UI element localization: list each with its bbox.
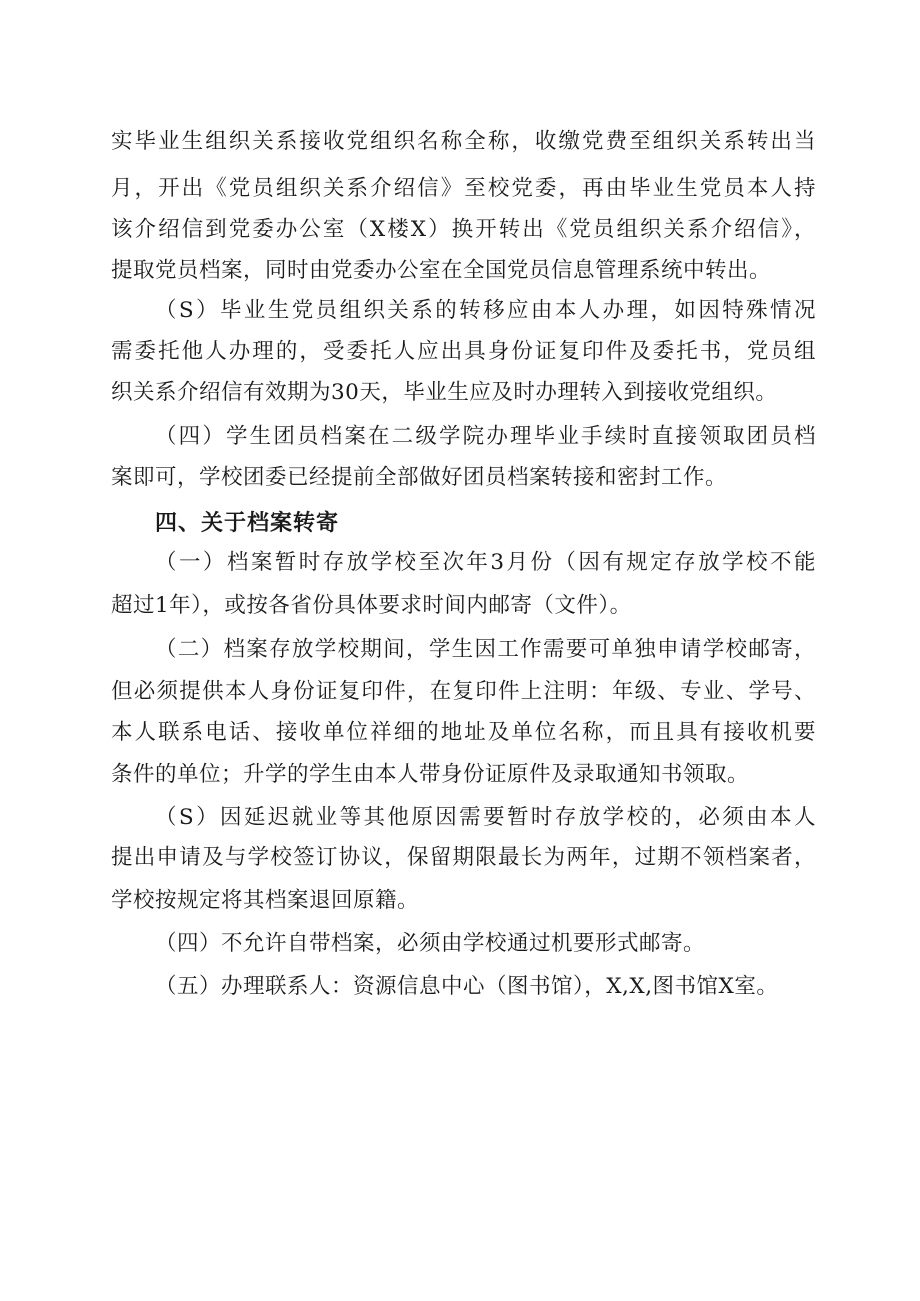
paragraph-line: （S）因延迟就业等其他原因需要暂时存放学校的，必须由本人 [155,805,816,830]
paragraph-line: 提取党员档案，同时由党委办公室在全国党员信息管理系统中转出。 [111,258,772,283]
paragraph-line: （五）办理联系人：资源信息中心（图书馆），X,X,图书馆X室。 [155,974,779,999]
paragraph-line: （四）不允许自带档案，必须由学校通过机要形式邮寄。 [155,931,706,956]
paragraph-line: （一）档案暂时存放学校至次年3月份（因有规定存放学校不能 [155,550,816,575]
paragraph-line: 实毕业生组织关系接收党组织名称全称，收缴党费至组织关系转出当 [111,129,816,154]
paragraph-line: 需委托他人办理的，受委托人应出具身份证复印件及委托书，党员组 [111,339,816,364]
paragraph-line: （四）学生团员档案在二级学院办理毕业手续时直接领取团员档 [155,424,816,449]
paragraph-line: （S）毕业生党员组织关系的转移应由本人办理，如因特殊情况 [155,298,816,323]
paragraph-line: 织关系介绍信有效期为30天，毕业生应及时办理转入到接收党组织。 [111,380,778,405]
paragraph-line: （二）档案存放学校期间，学生因工作需要可单独申请学校邮寄， [155,637,816,662]
paragraph-line: 月，开出《党员组织关系介绍信》至校党委，再由毕业生党员本人持 [111,176,816,201]
paragraph-line: 学校按规定将其档案退回原籍。 [111,888,420,913]
paragraph-line: 条件的单位；升学的学生由本人带身份证原件及录取通知书领取。 [111,762,750,787]
section-heading: 四、关于档案转寄 [155,511,340,536]
paragraph-line: 提出申请及与学校签订协议，保留期限最长为两年，过期不领档案者， [111,845,816,870]
paragraph-line: 案即可，学校团委已经提前全部做好团员档案转接和密封工作。 [111,465,728,490]
paragraph-line: 该介绍信到党委办公室（X楼X）换开转出《党员组织关系介绍信》， [111,217,816,242]
paragraph-line: 但必须提供本人身份证复印件，在复印件上注明：年级、专业、学号、 [111,679,816,704]
paragraph-line: 本人联系电话、接收单位祥细的地址及单位名称，而且具有接收机要 [111,720,816,745]
paragraph-line: 超过1年），或按各省份具体要求时间内邮寄（文件）。 [111,593,632,618]
